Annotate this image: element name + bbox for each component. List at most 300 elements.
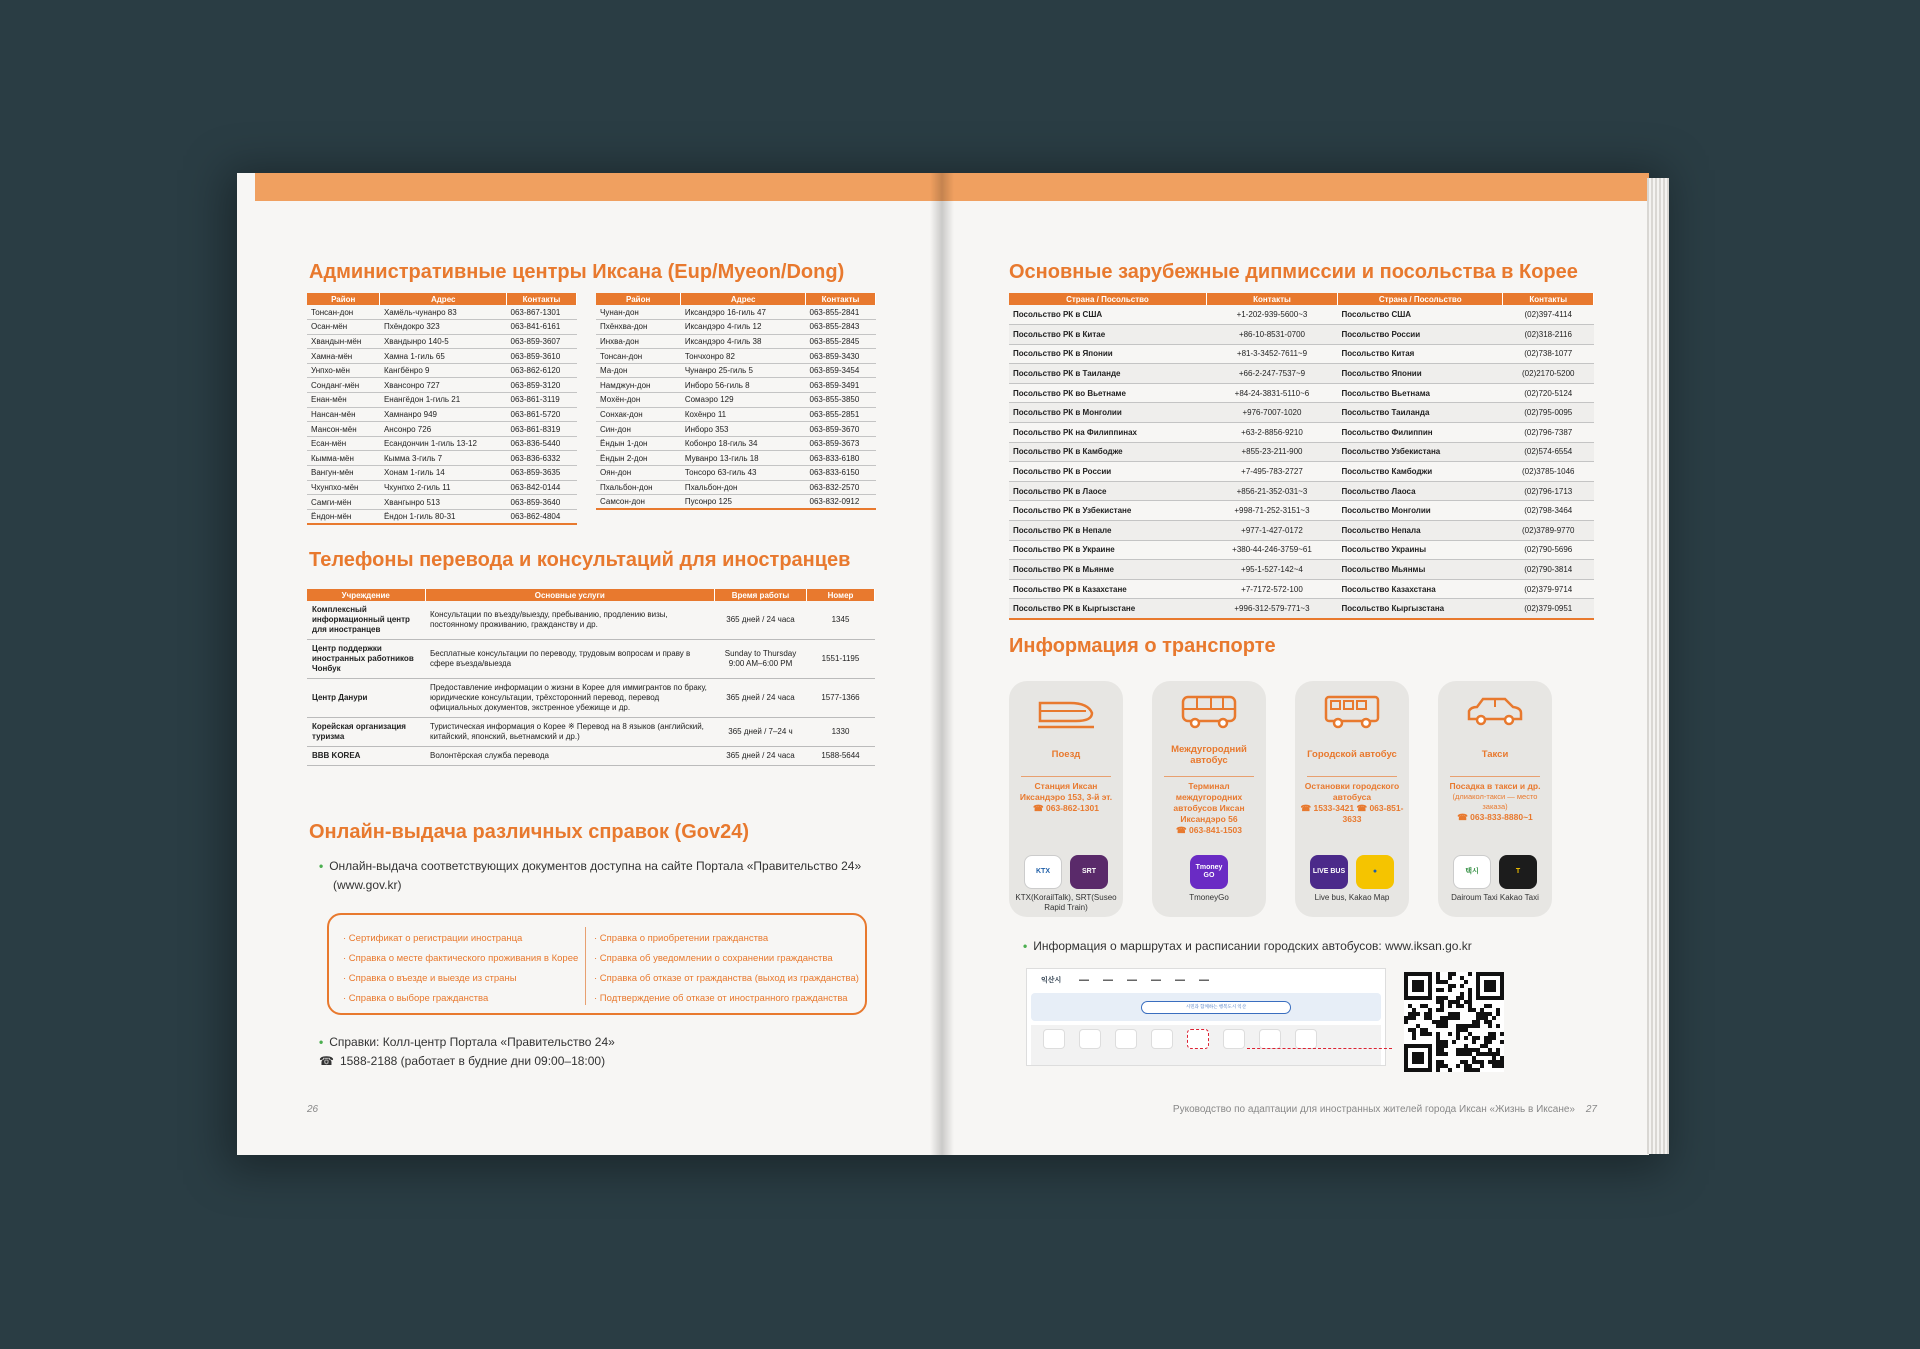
embassy-korea-cell: Посольство Мьянмы [1338,560,1503,580]
district-cell: Ма-дон [596,363,681,378]
phone-cell: 063-859-3640 [507,495,577,510]
embassy-abroad-cell: Посольство РК в Лаосе [1009,481,1206,501]
table-row [307,451,577,466]
table-row [1009,501,1594,521]
institution-cell: Корейская организация туризма [307,718,425,747]
embassy-korea-phone: (02)3789-9770 [1503,521,1594,541]
district-cell: Осан-мён [307,320,380,335]
district-cell: Кымма-мён [307,451,380,466]
table-row [596,393,876,408]
address-cell: Хвангынро 513 [380,495,507,510]
embassy-korea-phone: (02)379-9714 [1503,579,1594,599]
embassy-abroad-cell: Посольство РК в Китае [1009,325,1206,345]
embassy-abroad-phone: +86-10-8531-0700 [1206,325,1337,345]
table-row [596,480,876,495]
gov24-desc: Онлайн-выдача соответствующих документов доступна на сайте Портала «Правительство 24» [329,859,862,873]
train-icon [1036,691,1096,731]
phone-cell: 063-855-2845 [806,334,876,349]
district-cell: Хвандын-мён [307,334,380,349]
embassy-abroad-cell: Посольство РК в Японии [1009,344,1206,364]
table-row [596,495,876,510]
district-cell: Хамна-мён [307,349,380,364]
table-row [1009,481,1594,501]
table-row [307,349,577,364]
address-cell: Хамна 1-гиль 65 [380,349,507,364]
embassy-abroad-cell: Посольство РК в Непале [1009,521,1206,541]
table-row [596,451,876,466]
phone-icon: ☎ [319,1054,334,1068]
app-icons [1295,855,1409,889]
district-cell: Пхёнхва-дон [596,320,681,335]
address-cell: Сомаэро 129 [681,393,806,408]
col-contacts: Контакты [507,293,577,305]
embassy-abroad-phone: +996-312-579-771~3 [1206,599,1337,619]
admin-centers-title: Административные центры Иксана (Eup/Myeon/Dong) [309,261,845,283]
quick-item[interactable] [1075,1029,1105,1061]
app-icon[interactable]: LIVE BUS [1310,855,1348,889]
table-row [307,718,875,747]
service-cell: Предоставление информации о жизни в Корее для иммигрантов по браку, юридические консультации, трёхсторонний перевод, перевод официальных документов, экстренное убежище и др. [425,679,715,718]
embassy-abroad-cell: Посольство РК во Вьетнаме [1009,383,1206,403]
inquiry-text [319,1033,879,1071]
embassy-korea-cell: Посольство Таиланда [1338,403,1503,423]
table-row [1009,442,1594,462]
address-cell: Пусонро 125 [681,495,806,510]
embassy-abroad-cell: Посольство РК в США [1009,305,1206,325]
phone-cell: 063-859-3454 [806,363,876,378]
apps-caption: KTX(KorailTalk), SRT(Suseo Rapid Train) [1015,893,1117,912]
address-cell: Кымма 3-гиль 7 [380,451,507,466]
gov24-title: Онлайн-выдача различных справок (Gov24) [309,821,750,843]
district-cell: Самги-мён [307,495,380,510]
district-cell: Ёндын 2-дон [596,451,681,466]
phone-cell: 063-833-6150 [806,466,876,481]
table-row [307,334,577,349]
embassy-abroad-cell: Посольство РК в Кыргызстане [1009,599,1206,619]
table-row [307,378,577,393]
table-row [596,407,876,422]
table-row [1009,403,1594,423]
right-page [941,173,1649,1155]
phone-cell: 063-832-2570 [806,480,876,495]
address-cell: Ёндон 1-гиль 80-31 [380,509,507,524]
app-icon[interactable]: Tmoney GO [1190,855,1228,889]
embassy-korea-cell: Посольство Филиппин [1338,423,1503,443]
phone-cell: 063-862-4804 [507,509,577,524]
website-screenshot [1026,968,1386,1066]
phone-consult-table [307,589,875,766]
table-row [307,466,577,481]
left-page [237,173,944,1155]
address-cell: Иксандэро 16-гиль 47 [681,305,806,320]
col-contacts: Контакты [806,293,876,305]
phone-cell: 063-862-6120 [507,363,577,378]
number-cell: 1588-5644 [807,747,875,766]
number-cell: 1551-1195 [807,640,875,679]
embassies-title: Основные зарубежные дипмиссии и посольства в Корее [1009,261,1578,283]
transport-note: (длиакол-такси — место заказа) [1452,792,1538,811]
embassy-korea-phone: (02)397-4114 [1503,305,1594,325]
cert-list-left [343,929,578,1009]
table-row [596,466,876,481]
service-cell: Волонтёрская служба перевода [425,747,715,766]
col-district: Район [307,293,380,305]
embassy-abroad-phone: +84-24-3831-5110~6 [1206,383,1337,403]
address-cell: Ансонро 726 [380,422,507,437]
transport-name: Междугородний автобус [1171,743,1247,766]
address-cell: Тонсоро 63-гиль 43 [681,466,806,481]
district-cell: Мансон-мён [307,422,380,437]
top-bar [255,173,944,201]
transport-location: Терминал междугородних автобусов Иксан Иксандэро 56 [1173,781,1245,825]
transport-name: Поезд [1051,749,1081,761]
table-row [596,363,876,378]
table-row [307,422,577,437]
phone-cell: 063-859-3607 [507,334,577,349]
embassy-abroad-phone: +1-202-939-5600~3 [1206,305,1337,325]
service-cell: Консультации по въезду/выезду, пребыванию, продлению визы, постоянному проживанию, гражданству и др. [425,601,715,640]
embassy-korea-cell: Посольство Вьетнама [1338,383,1503,403]
table-row [1009,383,1594,403]
address-cell: Чунанро 25-гиль 5 [681,363,806,378]
app-icon[interactable]: SRT [1070,855,1108,889]
col-inst: Учреждение [307,589,425,601]
embassy-korea-phone: (02)2170-5200 [1503,364,1594,384]
table-row [1009,423,1594,443]
coach-bus-icon [1179,691,1239,731]
table-row [596,334,876,349]
address-cell: Кангбёнро 9 [380,363,507,378]
table-row [307,679,875,718]
district-cell: Моxён-дон [596,393,681,408]
address-cell: Инборо 56-гиль 8 [681,378,806,393]
embassy-korea-phone: (02)796-1713 [1503,481,1594,501]
address-cell: Инборо 353 [681,422,806,437]
apps-caption: TmoneyGo [1189,893,1229,902]
embassy-korea-cell: Посольство Монголии [1338,501,1503,521]
site-search-area [1031,993,1381,1021]
certificates-box [327,913,867,1015]
app-icon[interactable]: KTX [1024,855,1062,889]
embassy-korea-cell: Посольство Камбоджи [1338,462,1503,482]
app-icons [1152,855,1266,889]
transport-info [1299,781,1405,825]
col-time: Время работы [715,589,807,601]
col-district: Район [596,293,681,305]
table-row [1009,305,1594,325]
table-row [596,320,876,335]
table-row [307,363,577,378]
divider [1164,776,1254,777]
district-cell: Намджун-дон [596,378,681,393]
table-row [307,640,875,679]
embassy-abroad-cell: Посольство РК в Узбекистане [1009,501,1206,521]
phone-cell: 063-859-3673 [806,436,876,451]
phone-cell: 063-836-5440 [507,436,577,451]
address-cell: Муванро 13-гиль 18 [681,451,806,466]
dashed-connector [1247,1048,1392,1049]
address-cell: Иксандэро 4-гиль 12 [681,320,806,335]
number-cell: 1577-1366 [807,679,875,718]
table-row [596,436,876,451]
app-icon[interactable]: 택시 [1453,855,1491,889]
address-cell: Кобонро 18-гиль 34 [681,436,806,451]
top-bar [941,173,1649,201]
address-cell: Пхёндокро 323 [380,320,507,335]
col-country: Страна / Посольство [1338,293,1503,305]
district-cell: Есан-мён [307,436,380,451]
district-cell: Сонхак-дон [596,407,681,422]
address-cell: Хвансонро 727 [380,378,507,393]
district-cell: Чхунпхо-мён [307,480,380,495]
district-cell: Тонсан-дон [596,349,681,364]
bus-info-text [1023,937,1603,956]
embassy-korea-phone: (02)738-1077 [1503,344,1594,364]
table-row [1009,462,1594,482]
transport-info [1442,781,1548,823]
divider [1307,776,1397,777]
embassy-korea-cell: Посольство Кыргызстана [1338,599,1503,619]
table-row [1009,540,1594,560]
address-cell: Кохёнро 11 [681,407,806,422]
site-search-bar[interactable]: 시민과 함께하는 행복도시 익산 [1141,1001,1291,1014]
phone-cell: 063-861-5720 [507,407,577,422]
table-row [1009,599,1594,619]
district-cell: Ёндын 1-дон [596,436,681,451]
embassy-korea-cell: Посольство Китая [1338,344,1503,364]
embassy-abroad-cell: Посольство РК в Таиланде [1009,364,1206,384]
cert-item: · Справка о выборе гражданства [343,993,489,1004]
embassy-korea-cell: Посольство Лаоса [1338,481,1503,501]
transport-phone: ☎ 063-841-1503 [1176,825,1242,836]
phone-cell: 063-855-3850 [806,393,876,408]
gov24-text [319,857,879,895]
district-cell: Тонсан-дон [307,305,380,320]
quick-item[interactable] [1111,1029,1141,1061]
footer-text: Руководство по адаптации для иностранных жителей города Иксан «Жизнь в Иксане» [1172,1104,1575,1115]
service-cell: Бесплатные консультации по переводу, трудовым вопросам и праву в сфере въезда/выезда [425,640,715,679]
table-row [1009,364,1594,384]
embassy-abroad-cell: Посольство РК на Филиппинах [1009,423,1206,443]
apps-caption: Live bus, Kakao Map [1314,893,1390,902]
address-cell: Хвандынро 140-5 [380,334,507,349]
embassy-abroad-phone: +7-7172-572-100 [1206,579,1337,599]
quick-item[interactable] [1039,1029,1069,1061]
address-cell: Тончхонро 82 [681,349,806,364]
cert-item: · Справка о въезде и выезде из страны [343,973,517,984]
page-edges [1647,178,1669,1154]
time-cell: 365 дней / 24 часа [715,679,807,718]
address-cell: Хонам 1-гиль 14 [380,466,507,481]
app-icon[interactable]: T [1499,855,1537,889]
inquiry-phone: 1588-2188 (работает в будние дни 09:00–18:00) [339,1054,606,1068]
embassy-korea-phone: (02)796-7387 [1503,423,1594,443]
address-cell: Иксандэро 4-гиль 38 [681,334,806,349]
divider [1450,776,1540,777]
embassy-korea-phone: (02)3785-1046 [1503,462,1594,482]
number-cell: 1330 [807,718,875,747]
service-cell: Туристическая информация о Корее ※ Перевод на 8 языков (английский, китайский, японский, вьетнамский и др.) [425,718,715,747]
embassy-abroad-cell: Посольство РК в России [1009,462,1206,482]
embassy-abroad-cell: Посольство РК в Камбодже [1009,442,1206,462]
phone-cell: 063-859-3491 [806,378,876,393]
embassy-abroad-phone: +856-21-352-031~3 [1206,481,1337,501]
table-row [596,305,876,320]
cert-item: · Справка об уведомлении о сохранении гражданства [594,953,833,964]
embassy-abroad-phone: +976-7007-1020 [1206,403,1337,423]
address-cell: Есандончин 1-гиль 13-12 [380,436,507,451]
institution-cell: Комплексный информационный центр для иностранцев [307,601,425,640]
table-row [307,747,875,766]
cert-item: · Справка о приобретении гражданства [594,933,769,944]
transport-info [1013,781,1119,814]
cert-item: · Справка об отказе от гражданства (выход из гражданства) [594,973,859,984]
bullet-dot: • [319,859,324,873]
time-cell: 365 дней / 7–24 ч [715,718,807,747]
transport-name: Городской автобус [1307,749,1397,761]
address-cell: Хамёль-чунанро 83 [380,305,507,320]
embassy-abroad-cell: Посольство РК в Казахстане [1009,579,1206,599]
table-row [307,407,577,422]
embassy-korea-cell: Посольство Казахстана [1338,579,1503,599]
col-contacts: Контакты [1503,293,1594,305]
phone-cell: 063-855-2851 [806,407,876,422]
phone-cell: 063-859-3670 [806,422,876,437]
table-row [307,436,577,451]
quick-item[interactable] [1255,1029,1285,1061]
transport-card [1009,681,1123,917]
transport-card [1295,681,1409,917]
embassy-korea-cell: Посольство США [1338,305,1503,325]
transport-location: Остановки городского автобуса [1304,781,1400,803]
app-icon[interactable]: ● [1356,855,1394,889]
phone-cell: 063-833-6180 [806,451,876,466]
embassy-korea-phone: (02)720-5124 [1503,383,1594,403]
institution-cell: Центр Данури [307,679,425,718]
phone-cell: 063-859-3610 [507,349,577,364]
time-cell: 365 дней / 24 часа [715,747,807,766]
phone-consult-title: Телефоны перевода и консультаций для иностранцев [309,549,851,571]
transport-location: Станция Иксан Иксандэро 153, 3-й эт. [1019,781,1113,803]
app-icons [1438,855,1552,889]
embassy-korea-cell: Посольство Украины [1338,540,1503,560]
time-cell: 365 дней / 24 часа [715,601,807,640]
table-row [307,305,577,320]
transport-card [1152,681,1266,917]
transport-card [1438,681,1552,917]
embassy-abroad-cell: Посольство РК в Украине [1009,540,1206,560]
district-cell: Ёндон-мён [307,509,380,524]
cert-item: · Подтверждение об отказе от иностранного гражданства [594,993,848,1004]
apps-caption: Dairoum Taxi Kakao Taxi [1451,893,1539,902]
transport-title: Информация о транспорте [1009,635,1276,657]
cert-divider [585,927,586,1005]
embassy-korea-phone: (02)795-0095 [1503,403,1594,423]
gov24-url[interactable]: (www.gov.kr) [333,878,402,892]
embassy-abroad-phone: +380-44-246-3759~61 [1206,540,1337,560]
page-number: 27 [1585,1104,1597,1115]
phone-cell: 063-861-8319 [507,422,577,437]
table-row [1009,325,1594,345]
table-row [1009,579,1594,599]
district-cell: Инхва-дон [596,334,681,349]
cert-item: · Сертификат о регистрации иностранца [343,933,523,944]
embassy-abroad-phone: +998-71-252-3151~3 [1206,501,1337,521]
district-cell: Унпхо-мён [307,363,380,378]
quick-item[interactable] [1147,1029,1177,1061]
embassy-korea-cell: Посольство Узбекистана [1338,442,1503,462]
qr-code[interactable] [1404,972,1504,1072]
table-row [307,393,577,408]
page-number: 26 [307,1104,319,1115]
admin-table-left [307,293,577,525]
transport-location: Посадка в такси и др. [1449,781,1541,791]
quick-item[interactable] [1291,1029,1321,1061]
district-cell: Нансан-мён [307,407,380,422]
table-row [596,378,876,393]
taxi-icon [1465,691,1525,731]
embassy-abroad-phone: +7-495-783-2727 [1206,462,1337,482]
table-row [307,509,577,524]
col-contacts: Контакты [1206,293,1337,305]
table-row [307,495,577,510]
table-row [307,320,577,335]
quick-item[interactable] [1219,1029,1249,1061]
embassy-korea-phone: (02)790-5696 [1503,540,1594,560]
embassy-abroad-phone: +855-23-211-900 [1206,442,1337,462]
col-country: Страна / Посольство [1009,293,1206,305]
col-number: Номер [807,589,875,601]
quick-item-bus[interactable] [1183,1029,1213,1061]
site-quick-menu [1031,1025,1381,1065]
embassy-korea-cell: Посольство России [1338,325,1503,345]
embassy-abroad-cell: Посольство РК в Монголии [1009,403,1206,423]
bullet-dot: • [1023,939,1028,953]
transport-name: Такси [1481,749,1509,761]
district-cell: Пхальбон-дон [596,480,681,495]
transport-phone: ☎ 063-862-1301 [1033,803,1099,814]
phone-cell: 063-859-3120 [507,378,577,393]
city-bus-icon [1322,691,1382,731]
district-cell: Син-дон [596,422,681,437]
divider [1021,776,1111,777]
col-address: Адрес [681,293,806,305]
time-cell: Sunday to Thursday 9:00 AM–6:00 PM [715,640,807,679]
table-row [596,422,876,437]
institution-cell: BBB KOREA [307,747,425,766]
table-row [1009,560,1594,580]
table-row [1009,344,1594,364]
embassy-korea-cell: Посольство Непала [1338,521,1503,541]
table-row [596,349,876,364]
table-row [1009,521,1594,541]
table-row [307,601,875,640]
col-service: Основные услуги [425,589,715,601]
transport-info [1156,781,1262,836]
address-cell: Енангёдон 1-гиль 21 [380,393,507,408]
institution-cell: Центр поддержки иностранных работников Чонбук [307,640,425,679]
bus-info: Информация о маршрутах и расписании городских автобусов: www.iksan.go.kr [1033,939,1472,953]
embassy-abroad-phone: +63-2-8856-9210 [1206,423,1337,443]
address-cell: Хамнанро 949 [380,407,507,422]
phone-cell: 063-842-0144 [507,480,577,495]
district-cell: Самсон-дон [596,495,681,510]
embassy-abroad-phone: +977-1-427-0172 [1206,521,1337,541]
transport-phone: ☎ 1533-3421 ☎ 063-851-3633 [1300,803,1404,825]
embassy-korea-phone: (02)798-3464 [1503,501,1594,521]
district-cell: Сонданг-мён [307,378,380,393]
embassy-korea-phone: (02)574-6554 [1503,442,1594,462]
